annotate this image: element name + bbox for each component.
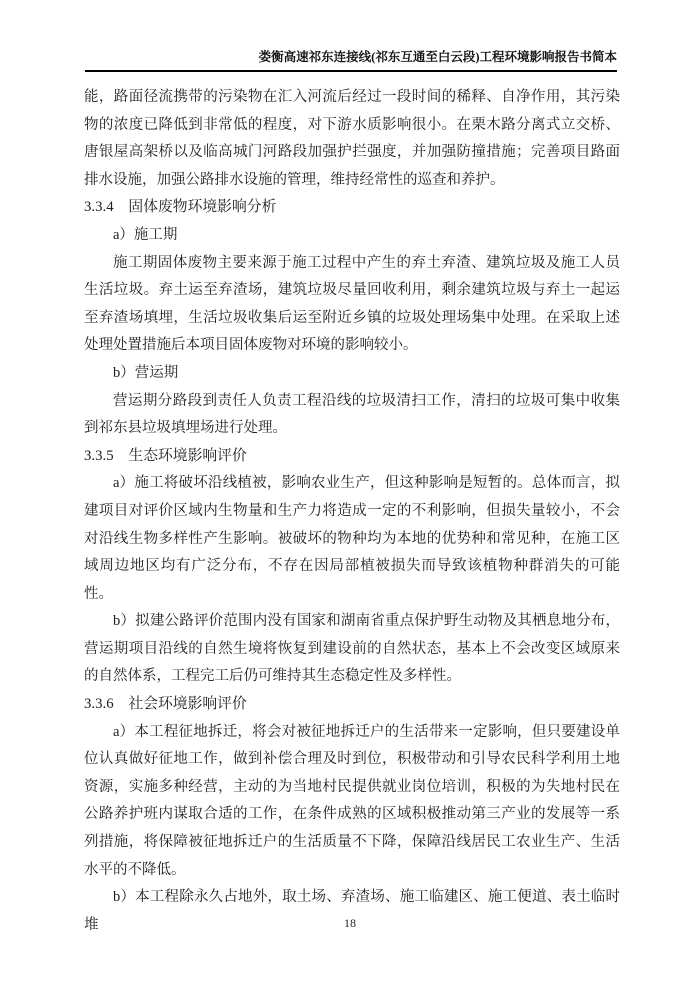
- body-paragraph: a）本工程征地拆迁，将会对被征地拆迁户的生活带来一定影响，但只要建设单位认真做好征地工作，做到补偿合理及时到位，积极带动和引导农民科学利用土地资源，实施多种经营，主动的为当地村民提供就业岗位培训，积极的为失地村民在公路养护班内谋取合适的工作，在条件成熟的区域积极推动第三产业的发展等一系列措施，将保障被征地拆迁户的生活质量不下降，保障沿线居民工农业生产、生活水平的不降低。: [84, 723, 620, 878]
- page-header-title: 娄衡高速祁东连接线(祁东互通至白云段)工程环境影响报告书简本: [85, 48, 617, 72]
- body-paragraph: 能，路面径流携带的污染物在汇入河流后经过一段时间的稀释、自净作用，其污染物的浓度已降低到非常低的程度，对下游水质影响很小。在栗木路分离式立交桥、唐银屋高架桥以及临高城门河路段加强护拦强度，并加强防撞措施；完善项目路面排水设施，加强公路排水设施的管理，维持经常性的巡查和养护。: [84, 89, 620, 188]
- document-body: [84, 84, 620, 939]
- section-heading: [84, 443, 620, 471]
- body-paragraph: 施工期固体废物主要来源于施工过程中产生的弃土弃渣、建筑垃圾及施工人员生活垃圾。弃土运至弃渣场，建筑垃圾尽量回收利用，剩余建筑垃圾与弃土一起运至弃渣场填埋，生活垃圾收集后运至附近乡镇的垃圾处理场集中处理。在采取上述处理处置措施后本项目固体废物对环境的影响较小。: [84, 254, 620, 354]
- list-item-label: a）施工期: [113, 226, 178, 243]
- section-number: 3.3.5: [84, 447, 114, 464]
- section-title: 生态环境影响评价: [128, 447, 247, 464]
- body-paragraph: b）拟建公路评价范围内没有国家和湖南省重点保护野生动物及其栖息地分布，营运期项目沿线的自然生境将恢复到建设前的自然状态，基本上不会改变区域原来的自然体系，工程完工后仍可维持其生态稳定性及多样性。: [84, 613, 620, 685]
- section-title: 固体废物环境影响分析: [128, 199, 277, 216]
- page-number: 18: [344, 916, 356, 930]
- body-paragraph: a）施工将破坏沿线植被，影响农业生产，但这种影响是短暂的。总体而言，拟建项目对评价区域内生物量和生产力将造成一定的不利影响，但损失量较小，不会对沿线生物多样性产生影响。被破坏的物种均为本地的优势种和常见种，在施工区域周边地区均有广泛分布，不存在因局部植被损失而导致该植物种群消失的可能性。: [84, 475, 620, 602]
- section-heading: [84, 691, 620, 719]
- section-number: 3.3.6: [84, 696, 114, 713]
- body-paragraph: b）本工程除永久占地外，取土场、弃渣场、施工临建区、施工便道、表土临时堆: [84, 889, 620, 933]
- section-heading: [84, 194, 620, 222]
- list-item-label: b）营运期: [113, 364, 179, 381]
- section-number: 3.3.4: [84, 199, 114, 216]
- section-title: 社会环境影响评价: [128, 696, 247, 713]
- body-paragraph: 营运期分路段到责任人负责工程沿线的垃圾清扫工作，清扫的垃圾可集中收集到祁东县垃圾填埋场进行处理。: [84, 392, 620, 437]
